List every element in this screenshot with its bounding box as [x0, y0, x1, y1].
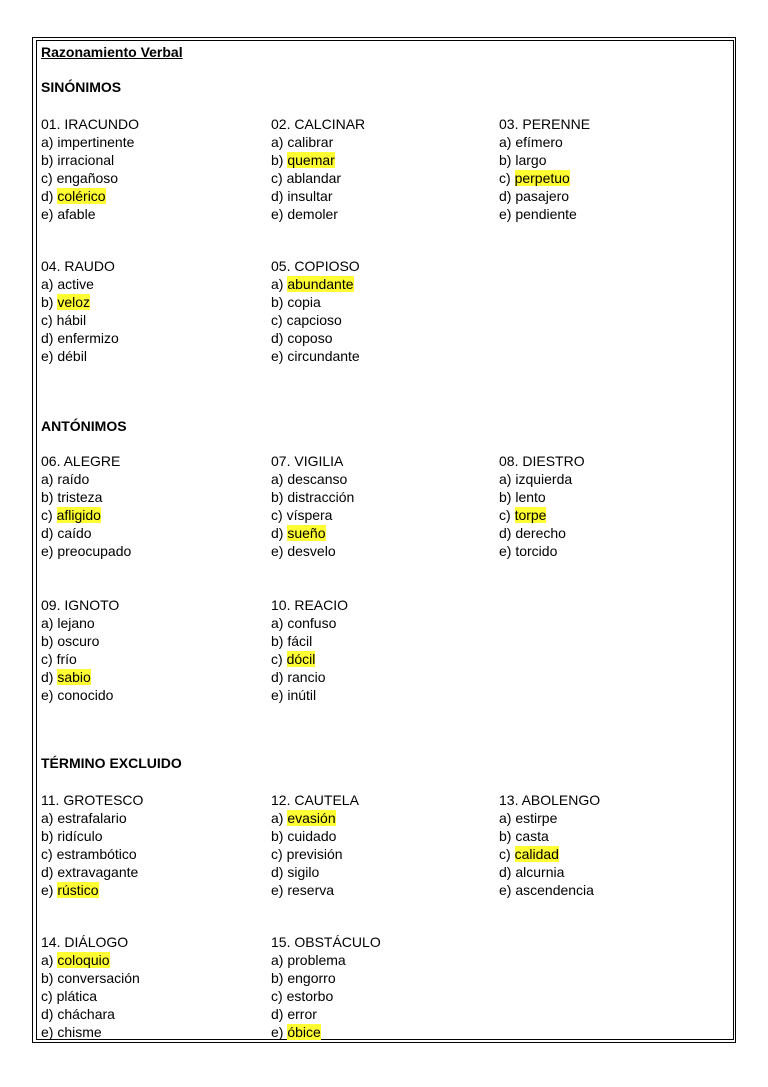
- option-letter: d): [41, 525, 54, 541]
- answer-option: [499, 133, 563, 151]
- highlighted-answer: veloz: [57, 294, 91, 310]
- option-letter: e): [271, 348, 284, 364]
- question-title: 10. REACIO: [271, 597, 349, 613]
- option-text: conocido: [57, 687, 114, 703]
- option-letter: e): [41, 348, 54, 364]
- answer-option: [41, 845, 137, 863]
- option-letter: a): [499, 810, 512, 826]
- option-text: engañoso: [56, 170, 119, 186]
- option-letter: e): [271, 1024, 284, 1040]
- question-title: 01. IRACUNDO: [41, 116, 140, 132]
- option-letter: d): [41, 1006, 54, 1022]
- option-letter: b): [271, 633, 284, 649]
- option-letter: a): [271, 471, 284, 487]
- option-text: estrambótico: [56, 846, 137, 862]
- option-text: izquierda: [515, 471, 573, 487]
- answer-option-correct: [271, 275, 354, 293]
- answer-option: [271, 969, 336, 987]
- question-title: 06. ALEGRE: [41, 453, 121, 469]
- option-letter: b): [41, 489, 54, 505]
- answer-option-correct: [41, 506, 101, 524]
- answer-option: [271, 845, 343, 863]
- answer-option-correct: [41, 951, 110, 969]
- option-letter: a): [41, 276, 54, 292]
- option-letter: c): [499, 507, 511, 523]
- answer-option-correct: [41, 293, 90, 311]
- answer-option: [499, 488, 546, 506]
- highlighted-answer: óbice: [287, 1024, 321, 1040]
- question-title: 09. IGNOTO: [41, 597, 120, 613]
- option-text: pendiente: [515, 206, 577, 222]
- answer-option: [41, 969, 140, 987]
- option-letter: d): [271, 188, 284, 204]
- option-letter: e): [41, 882, 54, 898]
- option-letter: e): [41, 206, 54, 222]
- question-title: 02. CALCINAR: [271, 116, 366, 132]
- option-letter: a): [271, 134, 284, 150]
- option-letter: d): [271, 330, 284, 346]
- answer-option-correct: [499, 169, 570, 187]
- answer-option: [41, 347, 87, 365]
- answer-option: [271, 293, 321, 311]
- answer-option-correct: [271, 1023, 321, 1041]
- option-text: oscuro: [57, 633, 100, 649]
- option-letter: c): [271, 651, 283, 667]
- highlighted-answer: evasión: [287, 810, 336, 826]
- answer-option: [41, 311, 86, 329]
- option-text: lejano: [57, 615, 95, 631]
- inner-border: [36, 40, 734, 1040]
- answer-option: [41, 632, 99, 650]
- option-text: caído: [57, 525, 92, 541]
- option-letter: d): [41, 669, 54, 685]
- answer-option: [271, 205, 338, 223]
- highlighted-answer: quemar: [287, 152, 335, 168]
- answer-option: [41, 863, 138, 881]
- option-text: raído: [57, 471, 90, 487]
- answer-option: [499, 881, 594, 899]
- option-letter: d): [499, 188, 512, 204]
- question-title: 08. DIESTRO: [499, 453, 585, 469]
- option-text: estirpe: [515, 810, 558, 826]
- option-letter: d): [499, 525, 512, 541]
- answer-option: [41, 987, 97, 1005]
- option-text: preocupado: [57, 543, 132, 559]
- option-letter: b): [271, 294, 284, 310]
- answer-option-correct: [499, 506, 546, 524]
- answer-option: [499, 524, 566, 542]
- option-text: pasajero: [515, 188, 570, 204]
- option-text: coposo: [287, 330, 333, 346]
- option-letter: c): [271, 170, 283, 186]
- option-letter: a): [41, 952, 54, 968]
- answer-option: [41, 1005, 115, 1023]
- answer-option: [271, 863, 319, 881]
- answer-option: [499, 205, 577, 223]
- answer-option: [271, 1005, 317, 1023]
- answer-option: [41, 1023, 102, 1041]
- answer-option: [271, 668, 325, 686]
- answer-option: [41, 686, 113, 704]
- option-letter: b): [271, 489, 284, 505]
- option-letter: a): [271, 952, 284, 968]
- option-text: capcioso: [286, 312, 342, 328]
- answer-option-correct: [271, 809, 336, 827]
- option-letter: d): [271, 1006, 284, 1022]
- highlighted-answer: torpe: [514, 507, 547, 523]
- option-text: ascendencia: [515, 882, 594, 898]
- option-letter: d): [41, 864, 54, 880]
- option-text: lento: [515, 489, 546, 505]
- option-text: fácil: [287, 633, 313, 649]
- option-text: problema: [287, 952, 346, 968]
- option-text: efímero: [515, 134, 563, 150]
- option-text: active: [57, 276, 94, 292]
- option-letter: a): [41, 615, 54, 631]
- answer-option: [41, 275, 94, 293]
- answer-option: [499, 863, 564, 881]
- option-text: rancio: [287, 669, 326, 685]
- section-heading: ANTÓNIMOS: [41, 418, 127, 434]
- option-letter: e): [499, 206, 512, 222]
- question-title: 03. PERENNE: [499, 116, 591, 132]
- answer-option-correct: [41, 881, 99, 899]
- answer-option: [41, 169, 118, 187]
- answer-option: [41, 614, 95, 632]
- option-letter: b): [41, 152, 54, 168]
- option-text: plática: [56, 988, 98, 1004]
- option-letter: c): [41, 312, 53, 328]
- option-text: derecho: [515, 525, 566, 541]
- option-letter: b): [499, 828, 512, 844]
- answer-option-correct: [41, 668, 91, 686]
- option-text: ablandar: [286, 170, 342, 186]
- option-text: débil: [57, 348, 87, 364]
- option-letter: b): [271, 152, 284, 168]
- option-text: torcido: [515, 543, 558, 559]
- option-letter: e): [41, 543, 54, 559]
- answer-option: [271, 329, 333, 347]
- option-letter: e): [41, 1024, 54, 1040]
- option-letter: d): [271, 669, 284, 685]
- highlighted-answer: abundante: [287, 276, 354, 292]
- option-letter: c): [41, 651, 53, 667]
- option-text: error: [287, 1006, 317, 1022]
- option-letter: b): [41, 970, 54, 986]
- option-text: conversación: [57, 970, 140, 986]
- option-letter: c): [271, 988, 283, 1004]
- option-letter: d): [271, 864, 284, 880]
- answer-option: [499, 809, 557, 827]
- question-title: 07. VIGILIA: [271, 453, 344, 469]
- answer-option: [271, 133, 333, 151]
- option-letter: d): [271, 525, 284, 541]
- option-letter: a): [499, 134, 512, 150]
- option-letter: a): [271, 276, 284, 292]
- answer-option: [41, 650, 77, 668]
- answer-option: [41, 329, 119, 347]
- option-letter: b): [271, 828, 284, 844]
- answer-option: [499, 151, 546, 169]
- answer-option: [499, 470, 572, 488]
- option-text: desvelo: [287, 543, 336, 559]
- option-text: reserva: [287, 882, 335, 898]
- option-letter: d): [499, 864, 512, 880]
- highlighted-answer: calidad: [514, 846, 559, 862]
- option-text: chisme: [57, 1024, 102, 1040]
- option-text: sigilo: [287, 864, 320, 880]
- option-letter: a): [271, 810, 284, 826]
- option-letter: a): [41, 471, 54, 487]
- highlighted-answer: afligido: [56, 507, 101, 523]
- option-letter: c): [499, 170, 511, 186]
- answer-option: [499, 187, 569, 205]
- answer-option: [271, 987, 333, 1005]
- question-title: 11. GROTESCO: [41, 792, 144, 808]
- question-title: 14. DIÁLOGO: [41, 934, 129, 950]
- option-letter: a): [271, 615, 284, 631]
- answer-option: [271, 542, 336, 560]
- answer-option: [41, 809, 127, 827]
- option-letter: a): [499, 471, 512, 487]
- option-letter: e): [499, 543, 512, 559]
- answer-option: [41, 542, 131, 560]
- option-letter: e): [271, 687, 284, 703]
- option-text: engorro: [287, 970, 336, 986]
- answer-option: [41, 151, 114, 169]
- option-text: casta: [515, 828, 549, 844]
- option-letter: b): [41, 828, 54, 844]
- answer-option: [271, 614, 336, 632]
- answer-option-correct: [499, 845, 559, 863]
- answer-option: [41, 488, 102, 506]
- option-letter: a): [41, 810, 54, 826]
- section-heading: SINÓNIMOS: [41, 79, 122, 95]
- answer-option: [499, 827, 549, 845]
- answer-option-correct: [271, 524, 326, 542]
- option-text: irracional: [57, 152, 115, 168]
- answer-option: [271, 488, 354, 506]
- answer-option: [41, 133, 134, 151]
- option-letter: c): [499, 846, 511, 862]
- highlighted-answer: sabio: [57, 669, 91, 685]
- option-letter: b): [41, 294, 54, 310]
- option-letter: b): [499, 152, 512, 168]
- highlighted-answer: colérico: [57, 188, 106, 204]
- option-letter: a): [41, 134, 54, 150]
- question-title: 12. CAUTELA: [271, 792, 359, 808]
- option-text: calibrar: [287, 134, 334, 150]
- option-text: extravagante: [57, 864, 139, 880]
- option-text: ridículo: [57, 828, 103, 844]
- option-letter: e): [271, 206, 284, 222]
- answer-option: [271, 827, 336, 845]
- answer-option: [271, 311, 342, 329]
- option-letter: b): [41, 633, 54, 649]
- answer-option: [271, 632, 312, 650]
- option-letter: b): [499, 489, 512, 505]
- option-text: inútil: [287, 687, 317, 703]
- option-letter: c): [271, 507, 283, 523]
- answer-option: [271, 881, 334, 899]
- answer-option: [271, 470, 347, 488]
- option-text: estorbo: [286, 988, 334, 1004]
- answer-option: [41, 205, 96, 223]
- option-letter: c): [41, 988, 53, 1004]
- highlighted-answer: dócil: [286, 651, 316, 667]
- highlighted-answer: rústico: [57, 882, 99, 898]
- answer-option: [41, 524, 92, 542]
- question-title: 13. ABOLENGO: [499, 792, 601, 808]
- option-text: cháchara: [57, 1006, 115, 1022]
- option-letter: d): [41, 330, 54, 346]
- document-title: Razonamiento Verbal: [41, 44, 183, 60]
- option-text: tristeza: [57, 489, 103, 505]
- option-letter: e): [271, 543, 284, 559]
- answer-option: [271, 506, 332, 524]
- answer-option-correct: [41, 187, 106, 205]
- answer-option: [499, 542, 557, 560]
- option-text: estrafalario: [57, 810, 127, 826]
- answer-option: [271, 951, 346, 969]
- answer-option-correct: [271, 650, 315, 668]
- option-text: alcurnia: [515, 864, 565, 880]
- option-letter: c): [271, 312, 283, 328]
- highlighted-answer: coloquio: [57, 952, 110, 968]
- option-letter: b): [271, 970, 284, 986]
- option-text: cuidado: [287, 828, 337, 844]
- option-text: largo: [515, 152, 547, 168]
- option-text: demoler: [287, 206, 338, 222]
- question-title: 15. OBSTÁCULO: [271, 934, 381, 950]
- option-text: circundante: [287, 348, 360, 364]
- question-title: 05. COPIOSO: [271, 258, 360, 274]
- answer-option-correct: [271, 151, 335, 169]
- answer-option: [41, 470, 89, 488]
- option-text: copia: [287, 294, 321, 310]
- highlighted-answer: perpetuo: [514, 170, 570, 186]
- option-text: hábil: [56, 312, 87, 328]
- answer-option: [271, 686, 316, 704]
- question-title: 04. RAUDO: [41, 258, 115, 274]
- option-text: insultar: [287, 188, 333, 204]
- option-letter: c): [41, 846, 53, 862]
- option-letter: c): [41, 507, 53, 523]
- option-text: afable: [57, 206, 96, 222]
- option-text: confuso: [287, 615, 337, 631]
- option-text: distracción: [287, 489, 355, 505]
- option-text: impertinente: [57, 134, 135, 150]
- answer-option: [271, 347, 360, 365]
- option-text: previsión: [286, 846, 343, 862]
- option-letter: c): [41, 170, 53, 186]
- option-text: enfermizo: [57, 330, 119, 346]
- option-letter: e): [499, 882, 512, 898]
- highlighted-answer: sueño: [287, 525, 326, 541]
- answer-option: [271, 169, 341, 187]
- option-text: descanso: [287, 471, 348, 487]
- option-letter: c): [271, 846, 283, 862]
- option-letter: e): [271, 882, 284, 898]
- option-letter: e): [41, 687, 54, 703]
- option-text: frío: [56, 651, 77, 667]
- answer-option: [41, 827, 102, 845]
- answer-option: [271, 187, 332, 205]
- section-heading: TÉRMINO EXCLUIDO: [41, 755, 182, 771]
- option-text: víspera: [286, 507, 333, 523]
- option-letter: d): [41, 188, 54, 204]
